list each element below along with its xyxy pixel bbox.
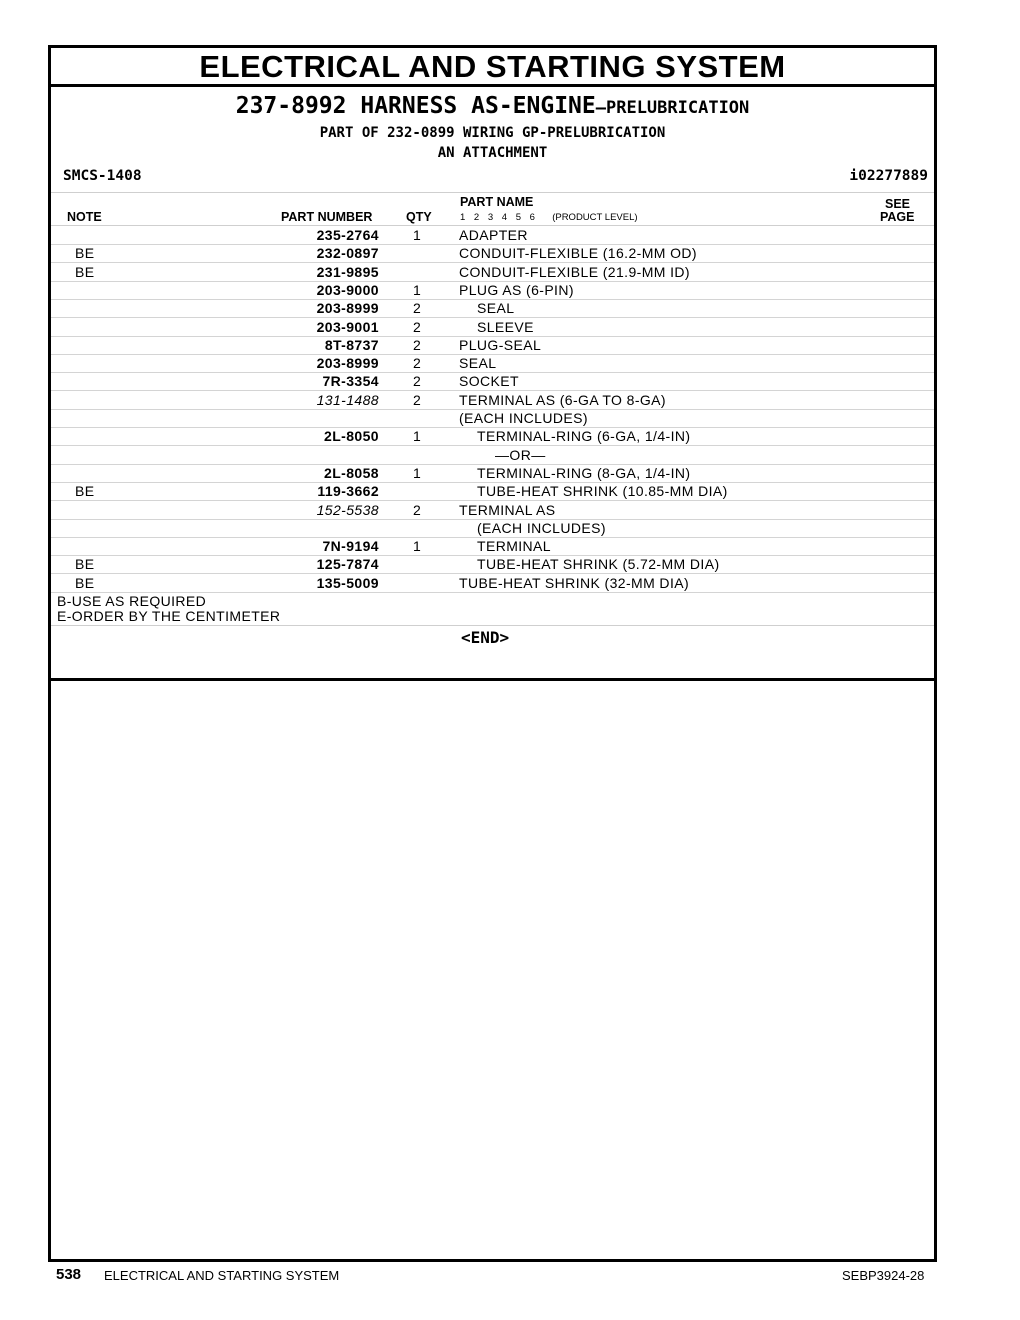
row-part-name: (EACH INCLUDES): [477, 519, 606, 536]
row-part-number: 7R-3354: [322, 373, 379, 390]
row-part-name: TERMINAL AS (6-GA TO 8-GA): [459, 391, 666, 408]
row-qty: 1: [413, 428, 422, 445]
smcs-code: SMCS-1408: [63, 168, 142, 184]
table-row: [51, 519, 934, 538]
title-bar: [51, 48, 934, 87]
col-see-header: SEE: [885, 197, 911, 211]
row-part-number: 2L-8058: [324, 464, 379, 481]
row-part-name: TUBE-HEAT SHRINK (32-MM DIA): [459, 574, 690, 591]
row-part-name: SEAL: [459, 355, 497, 372]
row-part-number: 8T-8737: [324, 336, 379, 353]
row-part-name: PLUG AS (6-PIN): [459, 281, 574, 298]
page-title: ELECTRICAL AND STARTING SYSTEM: [199, 49, 786, 84]
table-row: [51, 318, 934, 337]
row-part-number: 203-8999: [316, 300, 379, 317]
row-part-name: TUBE-HEAT SHRINK (5.72-MM DIA): [477, 556, 720, 573]
table-row: [51, 226, 934, 245]
note-e: E-ORDER BY THE CENTIMETER: [57, 608, 281, 624]
notes-divider: [51, 625, 934, 626]
row-part-name: SLEEVE: [477, 318, 534, 335]
row-part-name: —OR—: [495, 446, 546, 463]
header-divider: [51, 192, 934, 193]
row-part-number: 235-2764: [316, 227, 379, 243]
row-part-number: 7N-9194: [322, 538, 379, 555]
group-heading-sub: —PRELUBRICATION: [595, 98, 750, 118]
row-part-name: TERMINAL-RING (6-GA, 1/4-IN): [477, 428, 691, 445]
row-part-name: TUBE-HEAT SHRINK (10.85-MM DIA): [477, 483, 728, 500]
section-end-rule: [51, 678, 934, 681]
row-qty: 2: [413, 501, 422, 518]
part-of-line: PART OF 232-0899 WIRING GP-PRELUBRICATION: [319, 125, 666, 141]
row-part-number: 131-1488: [316, 391, 379, 408]
row-part-name: CONDUIT-FLEXIBLE (21.9-MM ID): [459, 263, 690, 280]
table-row: [51, 501, 934, 520]
row-qty: 2: [413, 355, 422, 372]
row-qty: 2: [413, 373, 422, 390]
col-part-name-header: PART NAME: [460, 195, 534, 209]
row-part-name: TERMINAL: [477, 538, 551, 555]
table-row: [51, 482, 934, 501]
row-part-name: SEAL: [477, 300, 515, 317]
table-row: [51, 427, 934, 446]
table-row: [51, 555, 934, 574]
footer-section-title: ELECTRICAL AND STARTING SYSTEM: [104, 1268, 340, 1283]
col-qty-header: QTY: [406, 210, 432, 224]
col-page-header: PAGE: [880, 210, 915, 224]
note-b: B-USE AS REQUIRED: [57, 593, 207, 609]
attachment-line: AN ATTACHMENT: [437, 145, 548, 161]
row-part-number: 125-7874: [316, 556, 379, 573]
level-numbers: 1 2 3 4 5 6: [460, 212, 535, 223]
row-part-number: 135-5009: [316, 574, 379, 591]
row-part-name: SOCKET: [459, 373, 519, 390]
notes-block: [57, 594, 280, 624]
table-row: [51, 244, 934, 263]
table-row: [51, 574, 934, 593]
row-part-number: 203-9001: [316, 318, 379, 335]
group-heading-main: 237-8992 HARNESS AS-ENGINE: [235, 93, 596, 119]
row-part-number: 232-0897: [316, 245, 379, 262]
row-part-number: 203-8999: [316, 355, 379, 372]
row-note: BE: [75, 245, 95, 262]
row-part-name: CONDUIT-FLEXIBLE (16.2-MM OD): [459, 245, 697, 262]
table-row: [51, 263, 934, 282]
illustration-id: i02277889: [849, 168, 928, 184]
row-qty: 2: [413, 300, 422, 317]
footer-doc-number: SEBP3924-28: [842, 1268, 925, 1283]
row-part-name: PLUG-SEAL: [459, 336, 542, 353]
table-row: [51, 391, 934, 410]
row-part-number: 2L-8050: [324, 428, 379, 445]
row-part-name: TERMINAL-RING (8-GA, 1/4-IN): [477, 464, 691, 481]
table-row: [51, 409, 934, 428]
row-qty: 1: [413, 464, 422, 481]
row-qty: 2: [413, 336, 422, 353]
table-row: [51, 464, 934, 483]
row-note: BE: [75, 263, 95, 280]
row-part-name: ADAPTER: [459, 227, 528, 243]
table-row: [51, 299, 934, 318]
table-row: [51, 336, 934, 355]
row-note: BE: [75, 556, 95, 573]
table-row: [51, 537, 934, 556]
col-note-header: NOTE: [67, 210, 102, 224]
row-qty: 1: [413, 538, 422, 555]
row-qty: 1: [413, 281, 422, 298]
parts-page-frame: [48, 45, 937, 1262]
end-tag: <END>: [461, 628, 510, 647]
table-row: [51, 281, 934, 300]
row-part-name: (EACH INCLUDES): [459, 410, 588, 426]
table-row: [51, 372, 934, 391]
row-note: BE: [75, 574, 95, 591]
row-qty: 2: [413, 391, 422, 408]
row-qty: 1: [413, 227, 422, 243]
row-qty: 2: [413, 318, 422, 335]
footer-page-number: 538: [56, 1266, 82, 1283]
row-part-number: 152-5538: [316, 501, 379, 518]
col-part-number-header: PART NUMBER: [281, 210, 373, 224]
group-heading: [51, 93, 934, 121]
row-part-number: 231-9895: [316, 263, 379, 280]
group-subheading: [51, 123, 934, 163]
row-part-number: 119-3662: [317, 483, 379, 500]
product-levels: [460, 212, 638, 223]
product-level-label: (PRODUCT LEVEL): [552, 212, 638, 223]
row-part-name: TERMINAL AS: [459, 501, 556, 518]
table-row: [51, 354, 934, 373]
table-row: [51, 446, 934, 465]
row-note: BE: [75, 483, 95, 500]
row-part-number: 203-9000: [316, 281, 379, 298]
